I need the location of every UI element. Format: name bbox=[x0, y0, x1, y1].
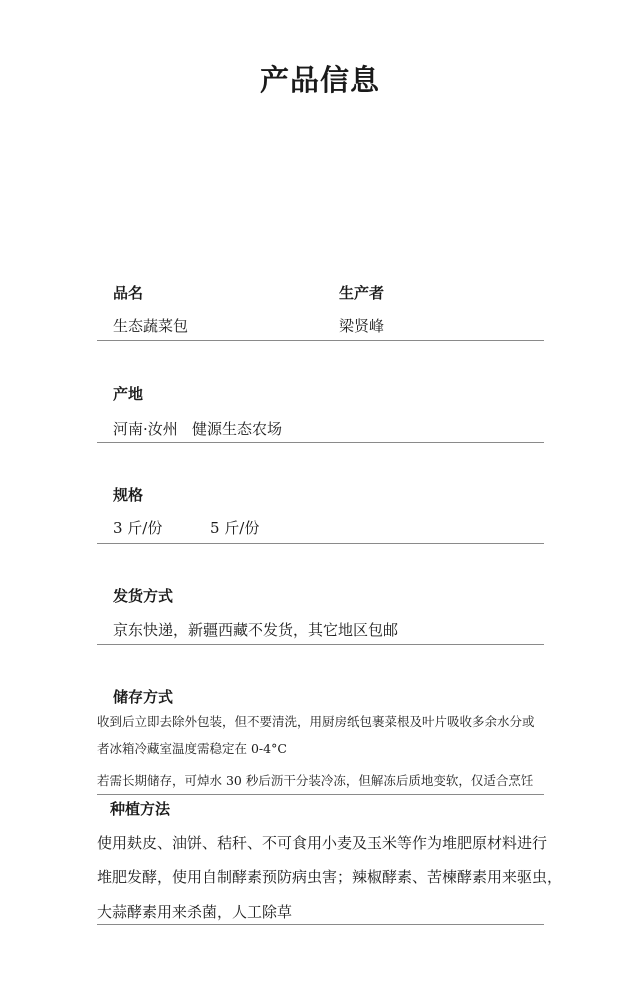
spec-value-small: 3 斤/份 bbox=[113, 519, 163, 537]
origin-value-farm: 健源生态农场 bbox=[192, 420, 283, 438]
divider bbox=[97, 442, 544, 443]
name-label: 品名 bbox=[113, 284, 144, 302]
spec-label: 规格 bbox=[113, 486, 144, 504]
planting-text-line: 堆肥发酵，使用自制酵素预防病虫害；辣椒酵素、苦楝酵素用来驱虫， bbox=[97, 868, 563, 886]
storage-text-line: 若需长期储存，可焯水 30 秒后沥干分装冷冻，但解冻后质地变软，仅适合烹饪 bbox=[97, 773, 534, 788]
planting-text-line: 大蒜酵素用来杀菌，人工除草 bbox=[97, 903, 293, 921]
shipping-value: 京东快递，新疆西藏不发货，其它地区包邮 bbox=[113, 621, 399, 639]
divider bbox=[97, 340, 544, 341]
storage-label: 储存方式 bbox=[113, 688, 174, 706]
origin-label: 产地 bbox=[113, 385, 144, 403]
producer-value: 梁贤峰 bbox=[339, 317, 385, 335]
producer-label: 生产者 bbox=[339, 284, 385, 302]
origin-value-region: 河南·汝州 bbox=[113, 420, 178, 438]
divider bbox=[97, 794, 544, 795]
divider bbox=[97, 924, 544, 925]
page-title: 产品信息 bbox=[259, 63, 380, 97]
divider bbox=[97, 644, 544, 645]
spec-value-large: 5 斤/份 bbox=[210, 519, 260, 537]
planting-text-line: 使用麸皮、油饼、秸秆、不可食用小麦及玉米等作为堆肥原材料进行 bbox=[97, 834, 548, 852]
storage-text-line: 者冰箱冷藏室温度需稳定在 0-4°C bbox=[97, 741, 287, 756]
divider bbox=[97, 543, 544, 544]
storage-text-line: 收到后立即去除外包装，但不要清洗，用厨房纸包裹菜根及叶片吸收多余水分或 bbox=[97, 714, 535, 729]
planting-label: 种植方法 bbox=[110, 800, 171, 818]
name-value: 生态蔬菜包 bbox=[113, 317, 189, 335]
shipping-label: 发货方式 bbox=[113, 587, 174, 605]
